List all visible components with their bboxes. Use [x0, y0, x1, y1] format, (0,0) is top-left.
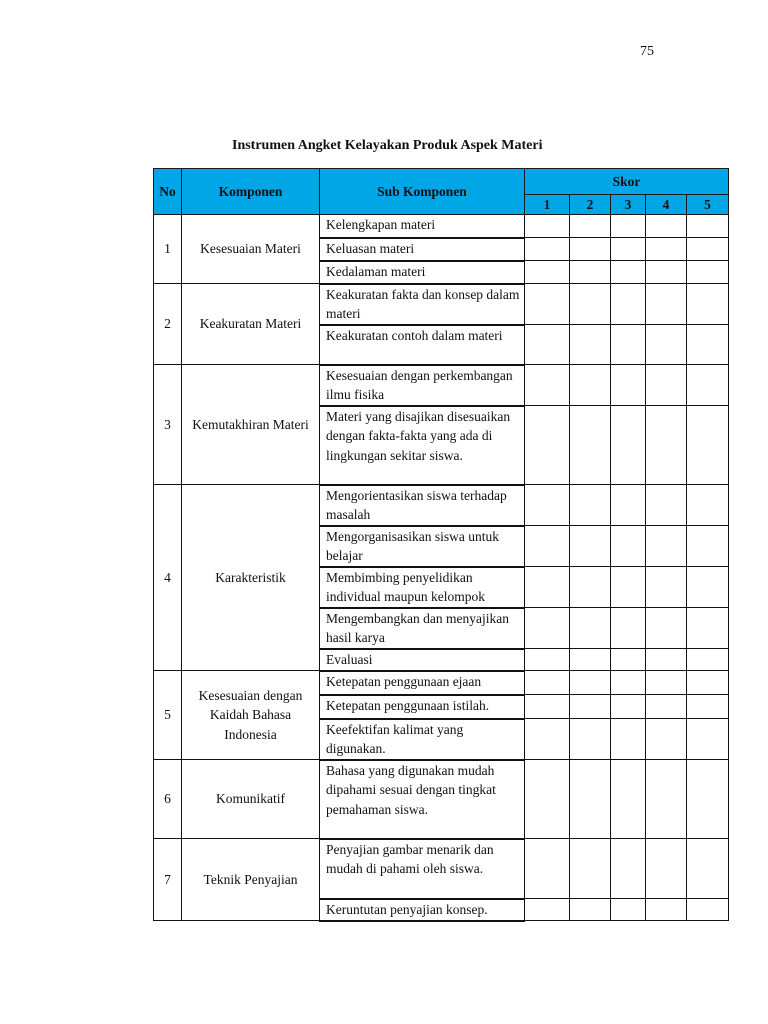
table-row	[154, 839, 729, 899]
row-number: 2	[154, 284, 182, 365]
sub-komponen-cell: Penyajian gambar menarik dan mudah di pahami oleh siswa.	[320, 839, 525, 899]
score-cell-5[interactable]	[687, 760, 729, 839]
header-komponen: Komponen	[182, 169, 320, 215]
table-body	[154, 215, 729, 921]
score-cell-4[interactable]	[646, 238, 687, 261]
header-score-3: 3	[611, 195, 646, 215]
score-cell-1[interactable]	[525, 238, 570, 261]
score-cell-1[interactable]	[525, 215, 570, 238]
header-score-5: 5	[687, 195, 729, 215]
komponen-cell: Kesesuaian Materi	[182, 215, 320, 284]
header-no: No	[154, 169, 182, 215]
score-cell-5[interactable]	[687, 671, 729, 695]
score-cell-5[interactable]	[687, 485, 729, 526]
score-cell-2[interactable]	[570, 671, 611, 695]
score-cell-5[interactable]	[687, 325, 729, 365]
score-cell-2[interactable]	[570, 649, 611, 671]
header-sub-komponen: Sub Komponen	[320, 169, 525, 215]
sub-komponen-cell: Ketepatan penggunaan istilah.	[320, 695, 525, 719]
score-cell-4[interactable]	[646, 839, 687, 899]
score-cell-4[interactable]	[646, 649, 687, 671]
komponen-cell: Kemutakhiran Materi	[182, 365, 320, 485]
komponen-cell: Keakuratan Materi	[182, 284, 320, 365]
score-cell-1[interactable]	[525, 719, 570, 760]
score-cell-2[interactable]	[570, 719, 611, 760]
score-cell-5[interactable]	[687, 215, 729, 238]
score-cell-3[interactable]	[611, 325, 646, 365]
header-score-4: 4	[646, 195, 687, 215]
score-cell-4[interactable]	[646, 365, 687, 406]
sub-komponen-cell: Kedalaman materi	[320, 261, 525, 284]
score-cell-4[interactable]	[646, 485, 687, 526]
score-cell-2[interactable]	[570, 760, 611, 839]
assessment-table	[153, 168, 729, 922]
score-cell-2[interactable]	[570, 526, 611, 567]
table-row	[154, 760, 729, 839]
score-cell-3[interactable]	[611, 719, 646, 760]
score-cell-3[interactable]	[611, 760, 646, 839]
sub-komponen-cell: Mengorientasikan siswa terhadap masalah	[320, 485, 525, 526]
score-cell-3[interactable]	[611, 526, 646, 567]
score-cell-5[interactable]	[687, 608, 729, 649]
page-number: 75	[640, 44, 654, 59]
score-cell-1[interactable]	[525, 325, 570, 365]
score-cell-5[interactable]	[687, 839, 729, 899]
score-cell-2[interactable]	[570, 899, 611, 921]
row-number: 7	[154, 839, 182, 921]
document-title: Instrumen Angket Kelayakan Produk Aspek Materi	[232, 138, 543, 153]
sub-komponen-cell: Membimbing penyelidikan individual maupun kelompok	[320, 567, 525, 608]
komponen-cell: Kesesuaian dengan Kaidah Bahasa Indonesia	[182, 671, 320, 760]
score-cell-1[interactable]	[525, 899, 570, 921]
score-cell-3[interactable]	[611, 899, 646, 921]
sub-komponen-cell: Mengembangkan dan menyajikan hasil karya	[320, 608, 525, 649]
score-cell-2[interactable]	[570, 608, 611, 649]
score-cell-4[interactable]	[646, 671, 687, 695]
score-cell-2[interactable]	[570, 406, 611, 485]
header-score-2: 2	[570, 195, 611, 215]
score-cell-4[interactable]	[646, 284, 687, 325]
score-cell-2[interactable]	[570, 567, 611, 608]
score-cell-3[interactable]	[611, 695, 646, 719]
score-cell-2[interactable]	[570, 284, 611, 325]
table-row	[154, 671, 729, 695]
table-row	[154, 365, 729, 406]
score-cell-2[interactable]	[570, 325, 611, 365]
score-cell-4[interactable]	[646, 695, 687, 719]
score-cell-2[interactable]	[570, 839, 611, 899]
score-cell-1[interactable]	[525, 649, 570, 671]
komponen-cell: Teknik Penyajian	[182, 839, 320, 921]
score-cell-4[interactable]	[646, 215, 687, 238]
score-cell-1[interactable]	[525, 526, 570, 567]
table-row	[154, 215, 729, 238]
score-cell-2[interactable]	[570, 215, 611, 238]
header-score-1: 1	[525, 195, 570, 215]
row-number: 1	[154, 215, 182, 284]
score-cell-5[interactable]	[687, 406, 729, 485]
score-cell-3[interactable]	[611, 261, 646, 284]
score-cell-3[interactable]	[611, 567, 646, 608]
table-row	[154, 485, 729, 526]
score-cell-5[interactable]	[687, 526, 729, 567]
score-cell-5[interactable]	[687, 365, 729, 406]
score-cell-3[interactable]	[611, 839, 646, 899]
score-cell-2[interactable]	[570, 485, 611, 526]
table-row	[154, 284, 729, 325]
komponen-cell: Komunikatif	[182, 760, 320, 839]
score-cell-3[interactable]	[611, 215, 646, 238]
score-cell-5[interactable]	[687, 261, 729, 284]
sub-komponen-cell: Keluasan materi	[320, 238, 525, 261]
score-cell-1[interactable]	[525, 671, 570, 695]
score-cell-1[interactable]	[525, 485, 570, 526]
score-cell-1[interactable]	[525, 365, 570, 406]
sub-komponen-cell: Keakuratan fakta dan konsep dalam materi	[320, 284, 525, 325]
score-cell-2[interactable]	[570, 238, 611, 261]
score-cell-1[interactable]	[525, 695, 570, 719]
score-cell-2[interactable]	[570, 261, 611, 284]
score-cell-5[interactable]	[687, 284, 729, 325]
score-cell-5[interactable]	[687, 695, 729, 719]
komponen-cell: Karakteristik	[182, 485, 320, 671]
row-number: 3	[154, 365, 182, 485]
score-cell-3[interactable]	[611, 284, 646, 325]
score-cell-3[interactable]	[611, 406, 646, 485]
score-cell-1[interactable]	[525, 760, 570, 839]
score-cell-4[interactable]	[646, 719, 687, 760]
score-cell-3[interactable]	[611, 365, 646, 406]
sub-komponen-cell: Mengorganisasikan siswa untuk belajar	[320, 526, 525, 567]
score-cell-3[interactable]	[611, 649, 646, 671]
score-cell-1[interactable]	[525, 839, 570, 899]
sub-komponen-cell: Bahasa yang digunakan mudah dipahami sesuai dengan tingkat pemahaman siswa.	[320, 760, 525, 839]
score-cell-3[interactable]	[611, 608, 646, 649]
table-header	[154, 169, 729, 215]
sub-komponen-cell: Kesesuaian dengan perkembangan ilmu fisika	[320, 365, 525, 406]
row-number: 5	[154, 671, 182, 760]
score-cell-1[interactable]	[525, 261, 570, 284]
sub-komponen-cell: Ketepatan penggunaan ejaan	[320, 671, 525, 695]
score-cell-4[interactable]	[646, 760, 687, 839]
score-cell-2[interactable]	[570, 695, 611, 719]
score-cell-4[interactable]	[646, 567, 687, 608]
score-cell-5[interactable]	[687, 567, 729, 608]
sub-komponen-cell: Keakuratan contoh dalam materi	[320, 325, 525, 365]
score-cell-5[interactable]	[687, 649, 729, 671]
row-number: 4	[154, 485, 182, 671]
score-cell-4[interactable]	[646, 406, 687, 485]
score-cell-4[interactable]	[646, 261, 687, 284]
sub-komponen-cell: Keefektifan kalimat yang digunakan.	[320, 719, 525, 760]
sub-komponen-cell: Keruntutan penyajian konsep.	[320, 899, 525, 921]
header-skor: Skor	[525, 169, 729, 195]
sub-komponen-cell: Evaluasi	[320, 649, 525, 671]
score-cell-1[interactable]	[525, 284, 570, 325]
score-cell-1[interactable]	[525, 608, 570, 649]
row-number: 6	[154, 760, 182, 839]
score-cell-4[interactable]	[646, 526, 687, 567]
score-cell-4[interactable]	[646, 899, 687, 921]
sub-komponen-cell: Kelengkapan materi	[320, 215, 525, 238]
score-cell-2[interactable]	[570, 365, 611, 406]
score-cell-1[interactable]	[525, 567, 570, 608]
score-cell-4[interactable]	[646, 608, 687, 649]
score-cell-3[interactable]	[611, 238, 646, 261]
score-cell-5[interactable]	[687, 899, 729, 921]
score-cell-3[interactable]	[611, 671, 646, 695]
score-cell-4[interactable]	[646, 325, 687, 365]
score-cell-5[interactable]	[687, 719, 729, 760]
score-cell-1[interactable]	[525, 406, 570, 485]
sub-komponen-cell: Materi yang disajikan disesuaikan dengan fakta-fakta yang ada di lingkungan sekitar siswa.	[320, 406, 525, 485]
score-cell-3[interactable]	[611, 485, 646, 526]
score-cell-5[interactable]	[687, 238, 729, 261]
